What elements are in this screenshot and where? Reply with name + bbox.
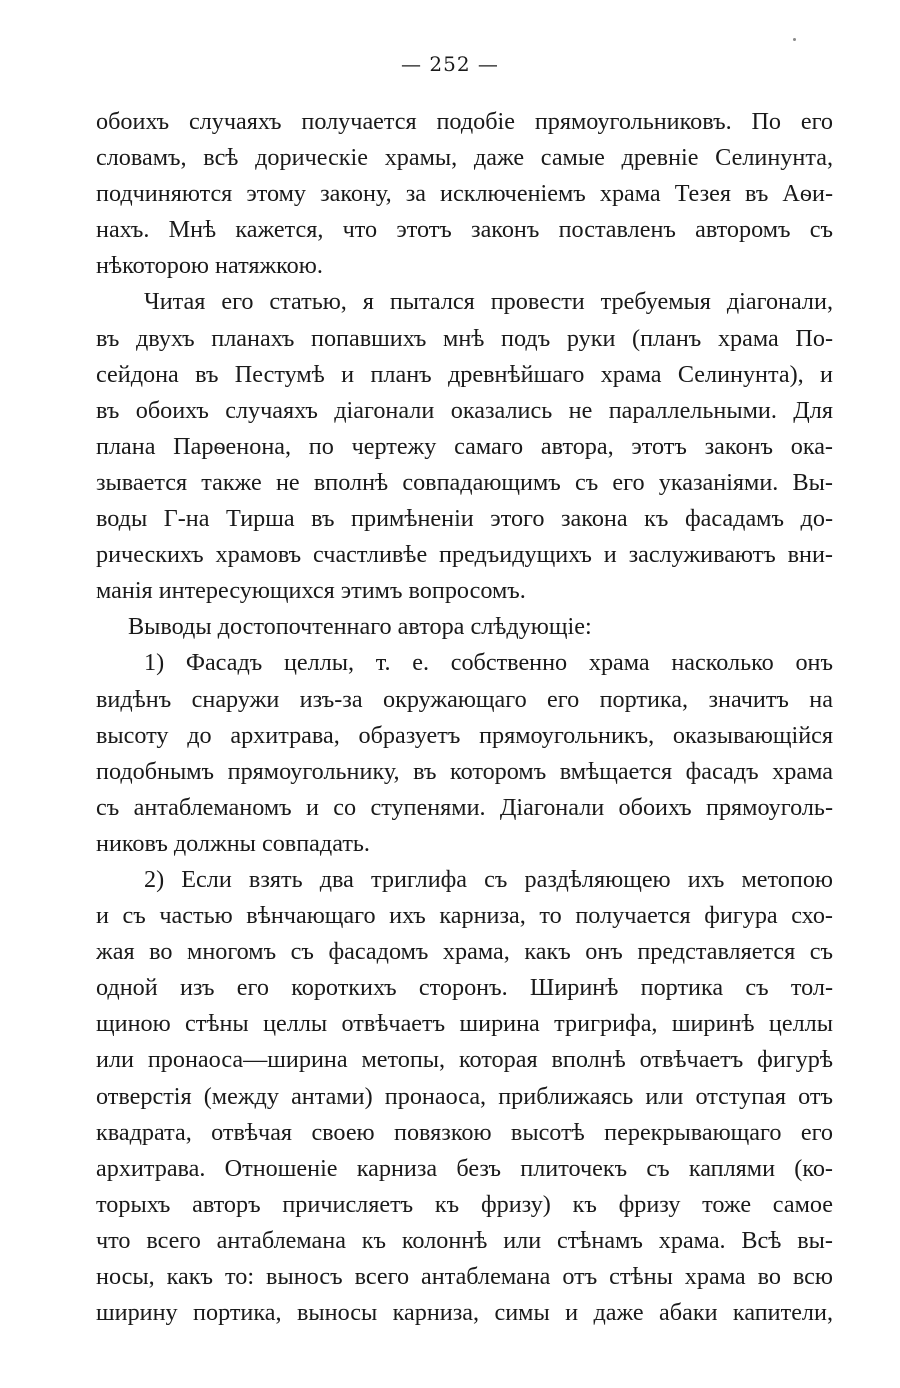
text-line: Читая его статью, я пытался провести требуемыя діагонали,: [144, 288, 833, 316]
text-line: манія интересующихся этимъ вопросомъ.: [96, 577, 526, 605]
text-line: съ антаблеманомъ и со ступенями. Діагонали обоихъ прямоуголь-: [96, 793, 833, 821]
paragraph: [96, 609, 833, 645]
paragraph: [96, 284, 833, 609]
text-line: обоихъ случаяхъ получается подобіе прямоугольниковъ. По его: [96, 108, 833, 135]
text-line: 2) Если взять два триглифа съ раздѣляющею ихъ метопою: [144, 865, 833, 893]
text-line: рическихъ храмовъ счастливѣе предъидущихъ и заслуживаютъ вни-: [96, 541, 833, 569]
text-line: или пронаоса—ширина метопы, которая вполнѣ отвѣчаетъ фигурѣ: [96, 1046, 833, 1074]
text-line: ширину портика, выносы карниза, симы и даже абаки капители,: [96, 1299, 833, 1327]
text-line: жая во многомъ съ фасадомъ храма, какъ онъ представляется съ: [96, 938, 833, 966]
text-line: въ двухъ планахъ попавшихъ мнѣ подъ руки (планъ храма По-: [96, 324, 833, 352]
text-line: подобнымъ прямоугольнику, въ которомъ вмѣщается фасадъ храма: [96, 757, 833, 785]
text-line: видѣнъ снаружи изъ-за окружающаго его портика, значитъ на: [96, 685, 833, 713]
text-line: словамъ, всѣ дорическіе храмы, даже самые древніе Селинунта,: [96, 144, 833, 172]
text-column: [96, 104, 833, 1331]
text-line: носы, какъ то: выносъ всего антаблемана отъ стѣны храма во всю: [96, 1263, 833, 1290]
text-line: высоту до архитрава, образуетъ прямоугольникъ, оказывающійся: [96, 721, 833, 749]
text-line: сейдона въ Пестумѣ и планъ древнѣйшаго храма Селинунта), и: [96, 360, 833, 388]
text-line: подчиняются этому закону, за исключеніемъ храма Тезея въ Аѳи-: [96, 180, 833, 208]
text-line: щиною стѣны целлы отвѣчаетъ ширина тригрифа, ширинѣ целлы: [96, 1010, 833, 1038]
text-line: одной изъ его короткихъ сторонъ. Ширинѣ портика съ тол-: [96, 974, 833, 1002]
scan-speck: [793, 38, 796, 41]
text-line: архитрава. Отношеніе карниза безъ плиточекъ съ каплями (ко-: [96, 1154, 833, 1182]
text-line: воды Г-на Тирша въ примѣненіи этого закона къ фасадамъ до-: [96, 505, 833, 533]
paragraph: [96, 104, 833, 284]
text-line: 1) Фасадъ целлы, т. е. собственно храма насколько онъ: [144, 649, 833, 677]
text-line: Выводы достопочтеннаго автора слѣдующіе:: [128, 613, 592, 641]
text-line: что всего антаблемана къ колоннѣ или стѣнамъ храма. Всѣ вы-: [96, 1226, 833, 1254]
paragraph: [96, 645, 833, 862]
text-line: плана Парѳенона, по чертежу самаго автора, этотъ законъ ока-: [96, 432, 833, 460]
text-line: квадрата, отвѣчая своею повязкою высотѣ перекрывающаго его: [96, 1118, 833, 1146]
text-line: отверстія (между антами) пронаоса, приближаясь или отступая отъ: [96, 1082, 833, 1110]
paragraph: [96, 862, 833, 1331]
text-line: торыхъ авторъ причисляетъ къ фризу) къ фризу тоже самое: [96, 1190, 833, 1218]
text-line: нахъ. Мнѣ кажется, что этотъ законъ поставленъ авторомъ съ: [96, 216, 833, 244]
text-line: зывается также не вполнѣ совпадающимъ съ его указаніями. Вы-: [96, 468, 833, 496]
text-line: никовъ должны совпадать.: [96, 829, 370, 857]
text-line: нѣкоторою натяжкою.: [96, 252, 323, 280]
text-line: и съ частью вѣнчающаго ихъ карниза, то получается фигура схо-: [96, 902, 833, 930]
text-line: въ обоихъ случаяхъ діагонали оказались не параллельными. Для: [96, 396, 833, 424]
page-number: — 252 —: [401, 52, 499, 76]
